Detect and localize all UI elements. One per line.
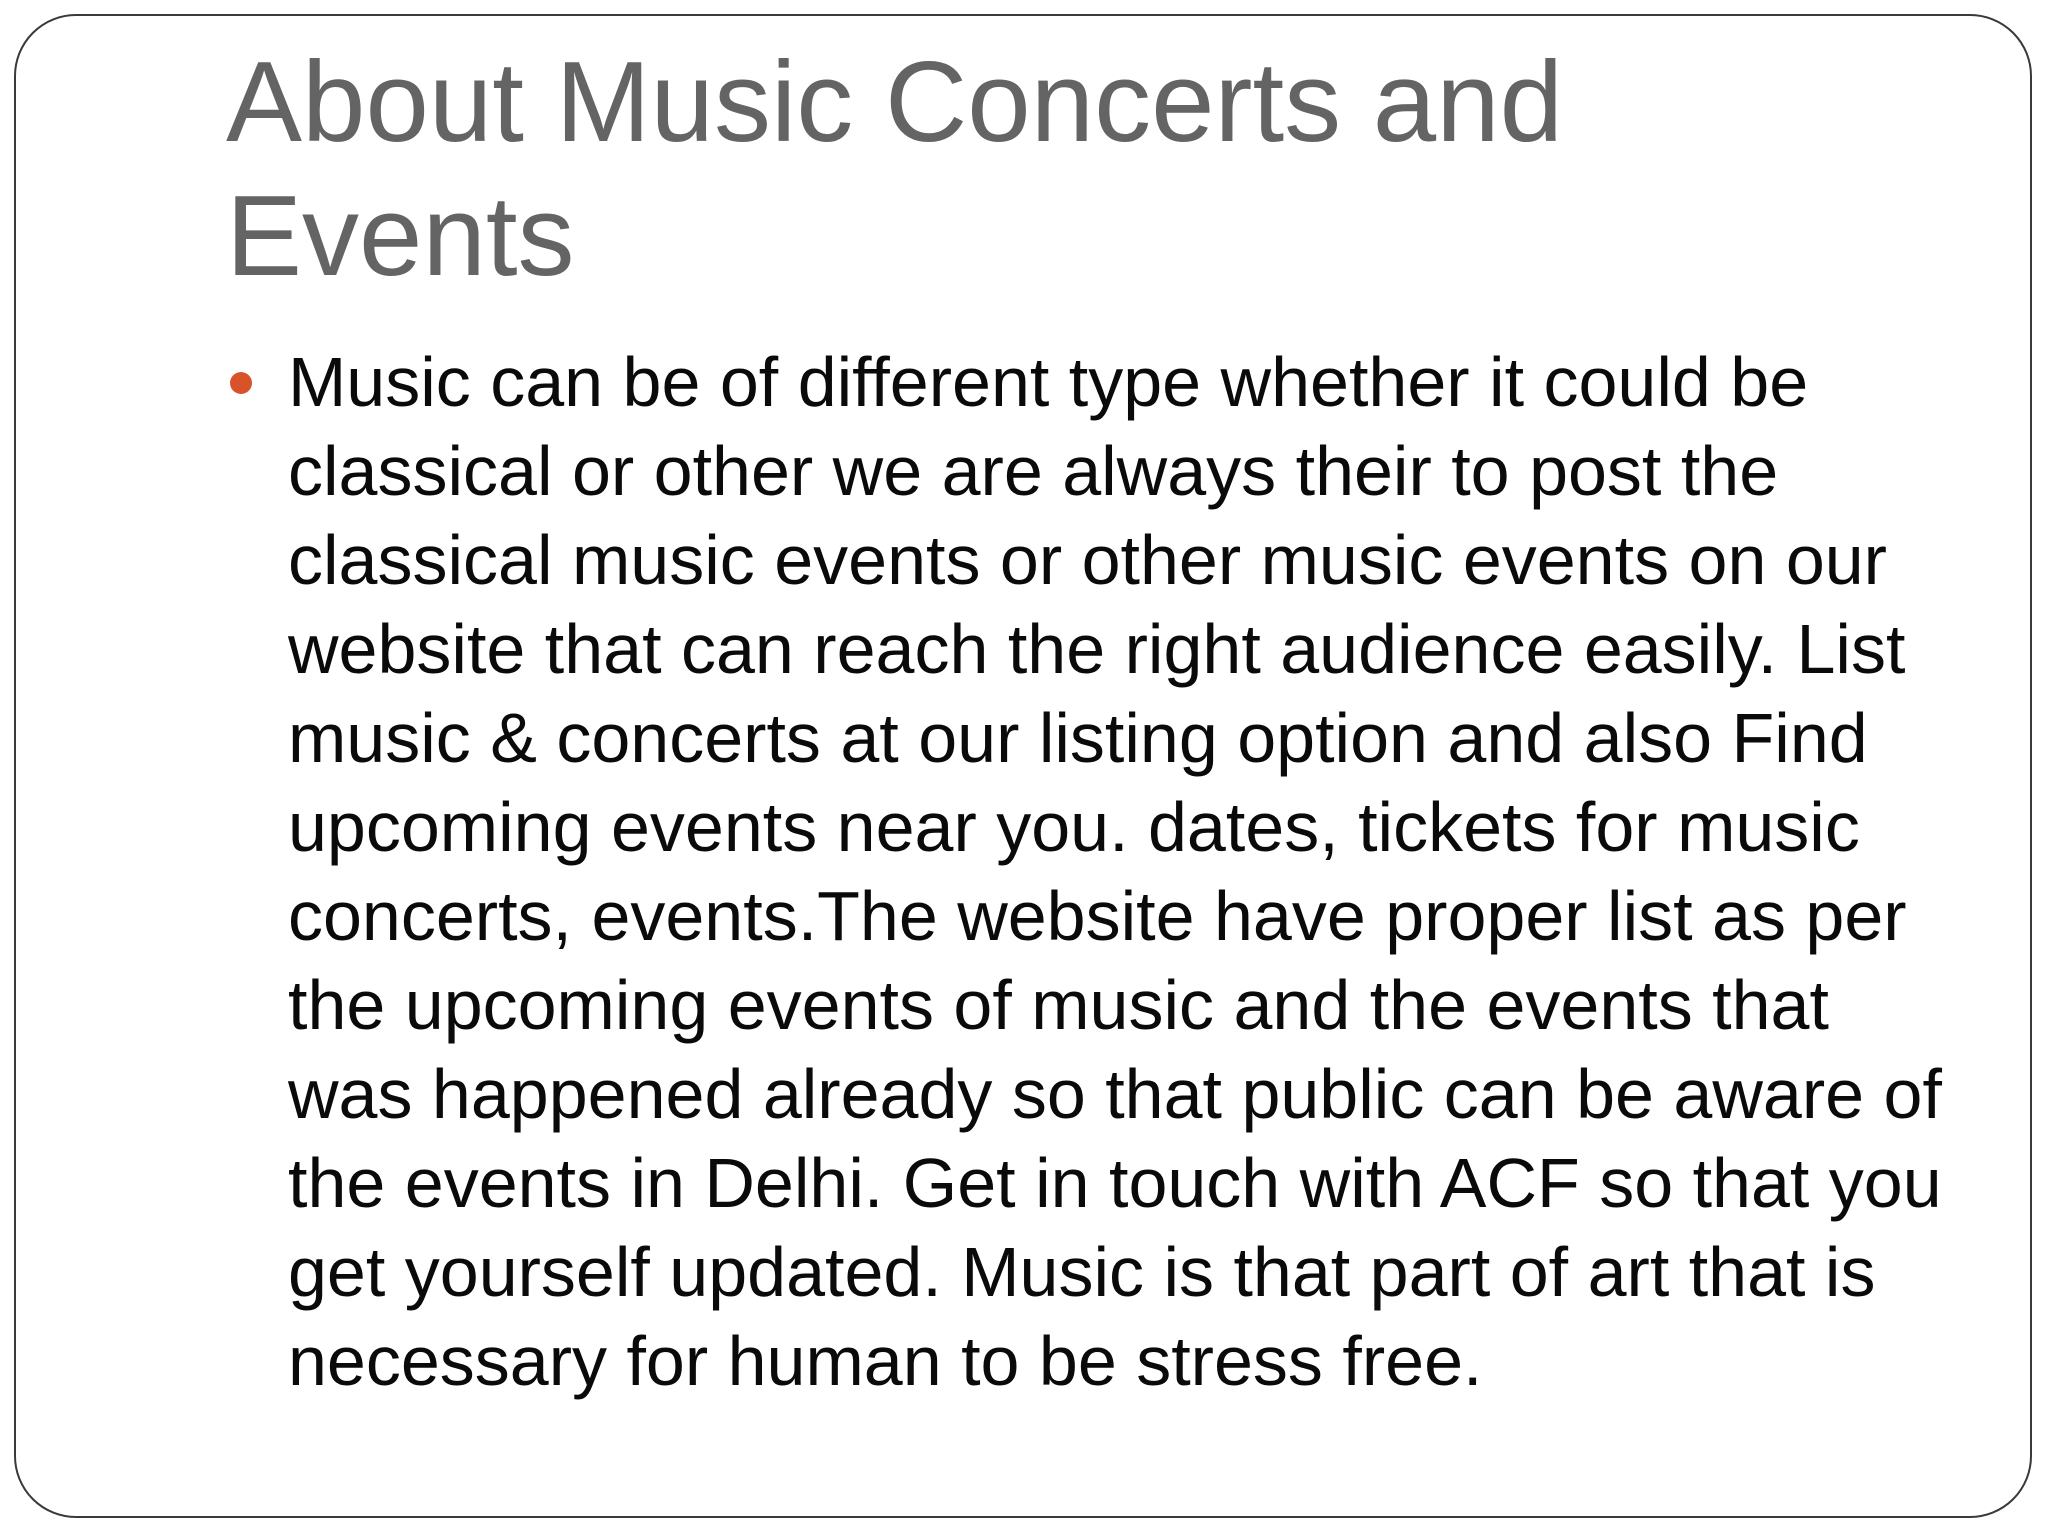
bullet-list [226, 338, 1946, 1406]
bullet-text: Music can be of different type whether it could be classical or other we are always their to post the classical music events or other music events on our website that can reach the right audience easily. List music & concerts at our listing option and also Find upcoming events near you. dates, tickets for music concerts, events.The website have proper list as per the upcoming events of music and the events that was happened already so that public can be aware of the events in Delhi. Get in touch with ACF so that you get yourself updated. Music is that part of art that is necessary for human to be stress free. [288, 343, 1942, 1400]
list-item [226, 338, 1946, 1406]
slide-title: About Music Concerts and Events [226, 39, 1563, 300]
bullet-icon [230, 372, 252, 394]
